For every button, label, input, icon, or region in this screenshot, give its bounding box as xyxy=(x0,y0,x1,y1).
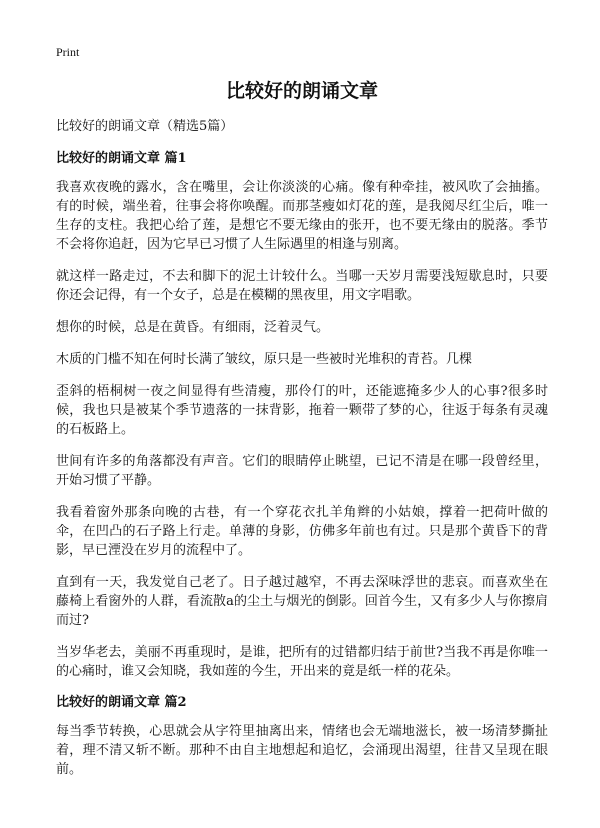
paragraph: 世间有许多的角落都没有声音。它们的眼睛停止眺望，已记不清是在哪一段曾经里，开始习惯了平静。 xyxy=(56,454,548,488)
section-1 xyxy=(56,150,548,681)
paragraph: 我喜欢夜晚的露水，含在嘴里，会让你淡淡的心痛。像有种牵挂，被风吹了会抽搐。有的时候，端坐着，往事会将你唤醒。而那茎瘦如灯花的莲，是我阅尽红尘后，唯一生存的支柱。我把心给了莲，是想它不要无缘由的张开，也不要无缘由的脱落。季节不会将你追赶，因为它早已习惯了人生际遇里的相逢与别离。 xyxy=(56,180,548,252)
paragraph: 木质的门槛不知在何时长满了皱纹，原只是一些被时光堆积的青苔。几棵 xyxy=(56,352,473,367)
section-2 xyxy=(56,694,548,779)
paragraph: 直到有一天，我发觉自己老了。日子越过越窄，不再去深味浮世的悲哀。而喜欢坐在藤椅上看窗外的人群，看流散a的尘土与烟光的倒影。回首今生，又有多少人与你擦肩而过? xyxy=(56,575,548,628)
print-label: Print xyxy=(56,45,80,59)
paragraph: 想你的时候，总是在黄昏。有细雨，泛着灵气。 xyxy=(56,320,330,335)
document-subtitle: 比较好的朗诵文章（精选5篇） xyxy=(56,119,234,134)
paragraph: 每当季节转换，心思就会从字符里抽离出来，情绪也会无端地滋长，被一场清梦撕扯着，理不清又斩不断。那种不由自主地想起和追忆，会涌现出渴望，往昔又呈现在眼前。 xyxy=(56,724,548,777)
section-heading: 比较好的朗诵文章 篇1 xyxy=(56,151,187,166)
paragraph: 我看着窗外那条向晚的古巷，有一个穿花衣扎羊角辫的小姑娘，撑着一把荷叶做的伞，在凹凸的石子路上行走。单薄的身影，仿佛多年前也有过。只是那个黄昏下的背影，早已湮没在岁月的流程中了。 xyxy=(56,505,548,558)
section-heading: 比较好的朗诵文章 篇2 xyxy=(56,695,187,710)
paragraph: 歪斜的梧桐树一夜之间显得有些清瘦，那伶仃的叶，还能遮掩多少人的心事?很多时候，我也只是被某个季节遗落的一抹背影，拖着一颗带了梦的心，往返于每条有灵魂的石板路上。 xyxy=(56,384,548,437)
paragraph: 当岁华老去，美丽不再重现时，是谁，把所有的过错都归结于前世?当我不再是你唯一的心痛时，谁又会知晓，我如莲的今生，开出来的竟是纸一样的花朵。 xyxy=(56,645,548,679)
paragraph: 就这样一路走过，不去和脚下的泥土计较什么。当哪一天岁月需要浅短歇息时，只要你还会记得，有一个女子，总是在模糊的黑夜里，用文字唱歌。 xyxy=(56,269,548,303)
document-title: 比较好的朗诵文章 xyxy=(225,80,378,102)
